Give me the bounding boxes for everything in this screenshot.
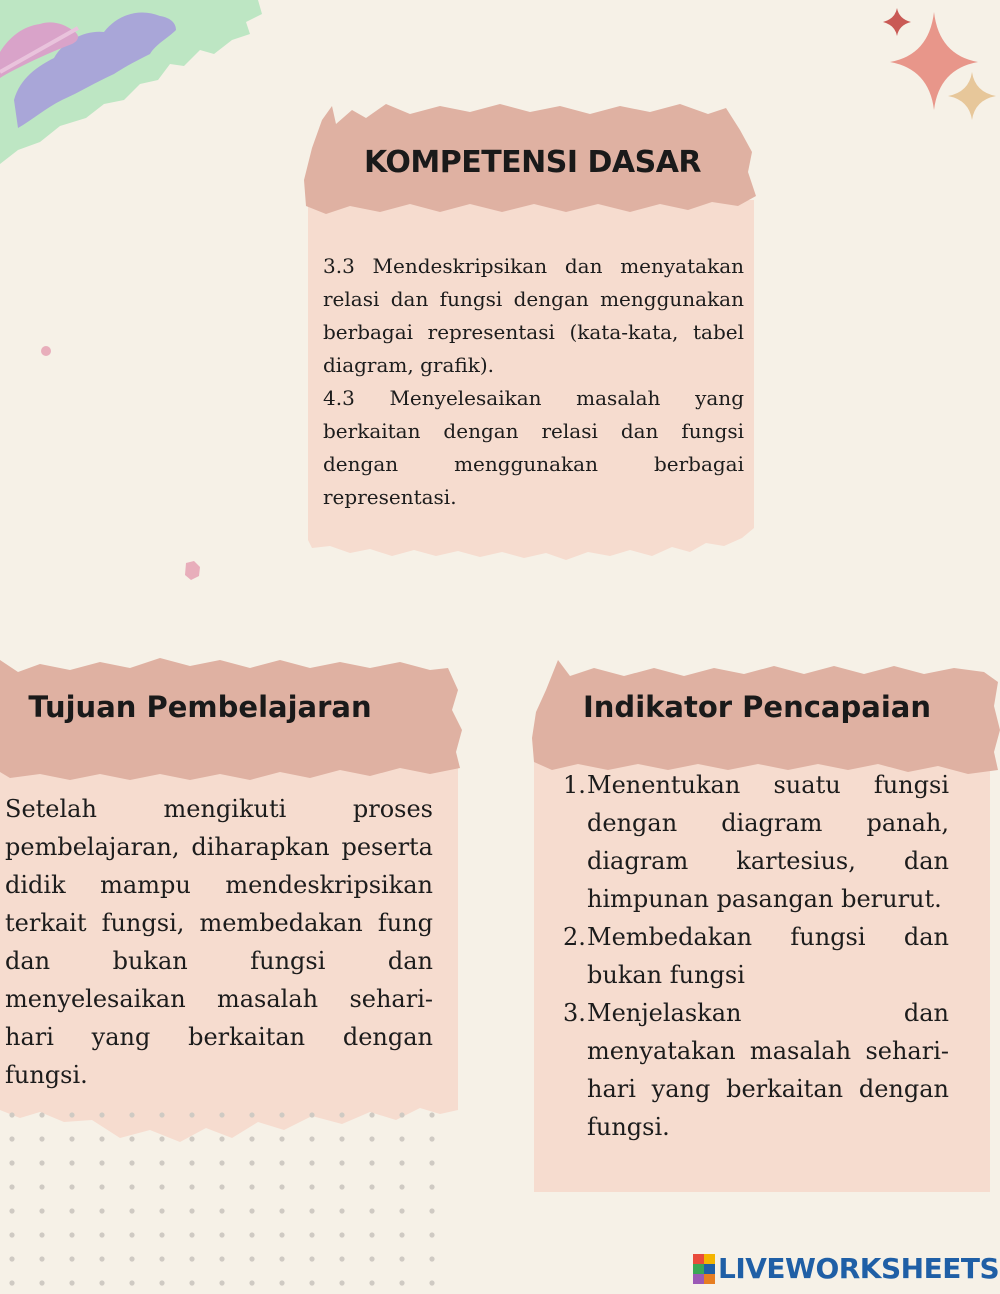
dot [219,1280,224,1285]
dot [399,1256,404,1261]
indikator-item-number: 1. [563,771,586,799]
dot [399,1208,404,1213]
dot [339,1112,344,1117]
dot [39,1208,44,1213]
indikator-list [563,766,949,1146]
dot [279,1160,284,1165]
dot [9,1112,14,1117]
dot [99,1280,104,1285]
dot [399,1112,404,1117]
dot [159,1112,164,1117]
dot [99,1112,104,1117]
dot [99,1232,104,1237]
tujuan-title: Tujuan Pembelajaran [28,690,372,724]
dot [159,1136,164,1141]
dot [369,1232,374,1237]
dot [129,1136,134,1141]
dot [219,1160,224,1165]
kompetensi-body [323,250,744,514]
dot [69,1280,74,1285]
indikator-item-text: Menentukan suatu fungsi dengan diagram panah, diagram kartesius, dan himpunan pasangan berurut. [587,771,949,913]
dot [159,1184,164,1189]
dot [69,1232,74,1237]
dot [9,1136,14,1141]
dot [9,1232,14,1237]
dot [219,1208,224,1213]
dot [279,1136,284,1141]
dot [9,1280,14,1285]
dot [99,1136,104,1141]
dot [189,1232,194,1237]
top-left-torn-paper [0,0,262,580]
dot [249,1208,254,1213]
indikator-item [563,918,949,994]
dot [159,1280,164,1285]
dot [369,1112,374,1117]
dot [399,1184,404,1189]
dot [399,1136,404,1141]
dot [339,1280,344,1285]
dot [99,1208,104,1213]
tujuan-body: Setelah mengikuti proses pembelajaran, diharapkan peserta didik mampu mendeskripsikan terkait fungsi, membedakan fung dan bukan fungsi dan menyelesaikan masalah sehari-hari yang berkaitan dengan fungsi. [5,795,433,1089]
indikator-item-text: Menjelaskan dan menyatakan masalah sehari-hari yang berkaitan dengan fungsi. [587,999,949,1141]
dot [339,1208,344,1213]
dot [69,1136,74,1141]
indikator-title: Indikator Pencapaian [583,690,931,724]
dot [39,1160,44,1165]
dot [339,1256,344,1261]
dot [159,1208,164,1213]
dot [249,1232,254,1237]
dot [309,1160,314,1165]
dot [189,1112,194,1117]
kompetensi-item: 4.3 Menyelesaikan masalah yang berkaitan dengan relasi dan fungsi dengan menggunakan berbagai representasi. [323,386,744,509]
indikator-item [563,994,949,1146]
dot [339,1136,344,1141]
dot [129,1256,134,1261]
dot [69,1208,74,1213]
indikator-item [563,766,949,918]
dot [9,1256,14,1261]
dot [249,1136,254,1141]
liveworksheets-logo[interactable] [693,1252,999,1285]
liveworksheets-logo-icon [693,1254,715,1284]
dot [369,1184,374,1189]
indikator-item-text: Membedakan fungsi dan bukan fungsi [587,923,949,989]
dot [189,1280,194,1285]
dot [129,1184,134,1189]
dot [159,1232,164,1237]
dot [39,1256,44,1261]
dot [69,1184,74,1189]
dot [279,1256,284,1261]
dot [249,1112,254,1117]
dot [399,1160,404,1165]
dot [279,1184,284,1189]
dot [159,1256,164,1261]
dot [429,1136,434,1141]
dot [369,1136,374,1141]
dot [219,1184,224,1189]
dot [129,1232,134,1237]
dot [429,1232,434,1237]
dot [189,1184,194,1189]
dot [429,1112,434,1117]
indikator-item-number: 2. [563,923,586,951]
dot [429,1208,434,1213]
dot [249,1160,254,1165]
dot [189,1160,194,1165]
sparkle-stars [883,8,996,120]
dot [69,1256,74,1261]
dot [279,1280,284,1285]
dot [249,1256,254,1261]
dot [9,1184,14,1189]
dot [39,1112,44,1117]
kompetensi-item: 3.3 Mendeskripsikan dan menyatakan relasi dan fungsi dengan menggunakan berbagai representasi (kata-kata, tabel diagram, grafik). [323,254,744,377]
dot [429,1184,434,1189]
dot [249,1184,254,1189]
dot [309,1112,314,1117]
dot [69,1160,74,1165]
dot [429,1160,434,1165]
dot [99,1160,104,1165]
dot [369,1256,374,1261]
dot [219,1112,224,1117]
dot [99,1256,104,1261]
dot [189,1136,194,1141]
dot [309,1232,314,1237]
dot [309,1208,314,1213]
dot [159,1160,164,1165]
dot [339,1160,344,1165]
dot [399,1232,404,1237]
dot [339,1232,344,1237]
dot [39,1232,44,1237]
dot [9,1208,14,1213]
dot [129,1208,134,1213]
dot [429,1280,434,1285]
dot [309,1280,314,1285]
dot [339,1184,344,1189]
dot [189,1256,194,1261]
dot-grid-pattern [9,1112,434,1285]
indikator-item-number: 3. [563,999,586,1027]
dot [279,1232,284,1237]
dot [279,1112,284,1117]
dot [309,1136,314,1141]
dot [99,1184,104,1189]
dot [39,1184,44,1189]
logo-text: LIVEWORKSHEETS [718,1252,1000,1285]
dot [309,1184,314,1189]
dot [219,1256,224,1261]
dot [129,1112,134,1117]
dot [369,1160,374,1165]
dot [189,1208,194,1213]
dot [39,1136,44,1141]
dot [429,1256,434,1261]
dot [369,1208,374,1213]
dot [129,1160,134,1165]
dot [129,1280,134,1285]
dot [279,1208,284,1213]
dot [219,1232,224,1237]
dot [9,1160,14,1165]
dot [69,1112,74,1117]
dot [399,1280,404,1285]
dot [39,1280,44,1285]
kompetensi-title: KOMPETENSI DASAR [363,145,702,180]
dot [249,1280,254,1285]
dot [369,1280,374,1285]
dot [309,1256,314,1261]
dot [219,1136,224,1141]
